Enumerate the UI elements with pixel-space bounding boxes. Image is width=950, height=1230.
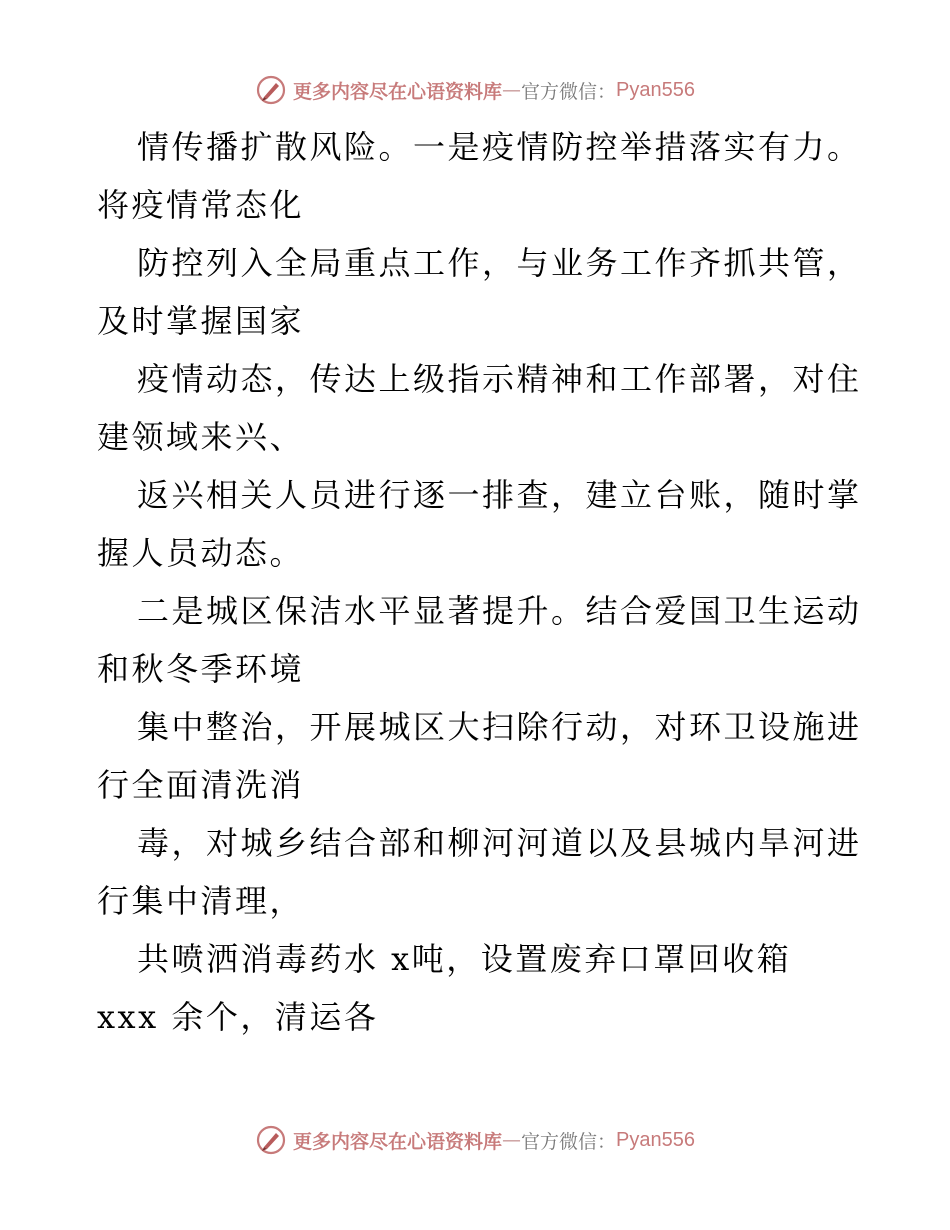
header-wechat-id: Pyan556 — [616, 78, 695, 101]
footer-wechat-label: 官方微信： — [521, 1130, 617, 1153]
paragraph-line: 建领域来兴、 — [97, 418, 305, 456]
paragraph-line: 将疫情常态化 — [97, 186, 305, 224]
paragraph-line: 返兴相关人员进行逐一排查，建立台账，随时掌 — [137, 476, 862, 514]
paragraph-line: 防控列入全局重点工作，与业务工作齐抓共管， — [137, 244, 862, 282]
paragraph-line: 行全面清洗消 — [97, 766, 305, 804]
footer-banner — [0, 1120, 950, 1160]
paragraph-line: 疫情动态，传达上级指示精神和工作部署，对住 — [137, 360, 862, 398]
header-banner — [0, 70, 950, 110]
pen-logo-icon — [255, 74, 287, 106]
pen-logo-icon — [255, 1124, 287, 1156]
paragraph-line: 二是城区保洁水平显著提升。结合爱国卫生运动 — [137, 592, 862, 630]
footer-site-name: 更多内容尽在心语资料库 — [293, 1130, 503, 1153]
paragraph-line: 共喷洒消毒药水 x吨，设置废弃口罩回收箱 — [137, 940, 792, 978]
header-site-name: 更多内容尽在心语资料库 — [293, 80, 503, 103]
footer-wechat-id: Pyan556 — [616, 1128, 695, 1151]
paragraph-line: xxx 余个，清运各 — [97, 998, 379, 1036]
paragraph-line: 行集中清理， — [97, 882, 305, 920]
paragraph-line: 及时掌握国家 — [97, 302, 305, 340]
header-dash: — — [502, 79, 522, 101]
paragraph-line: 毒，对城乡结合部和柳河河道以及县城内旱河进 — [137, 824, 862, 862]
footer-dash: — — [502, 1129, 522, 1151]
paragraph-line: 情传播扩散风险。一是疫情防控举措落实有力。 — [137, 128, 862, 166]
paragraph-line: 握人员动态。 — [97, 534, 305, 572]
header-wechat-label: 官方微信： — [521, 80, 617, 103]
document-body — [97, 118, 862, 1046]
paragraph-line: 和秋冬季环境 — [97, 650, 305, 688]
paragraph-line: 集中整治，开展城区大扫除行动，对环卫设施进 — [137, 708, 862, 746]
